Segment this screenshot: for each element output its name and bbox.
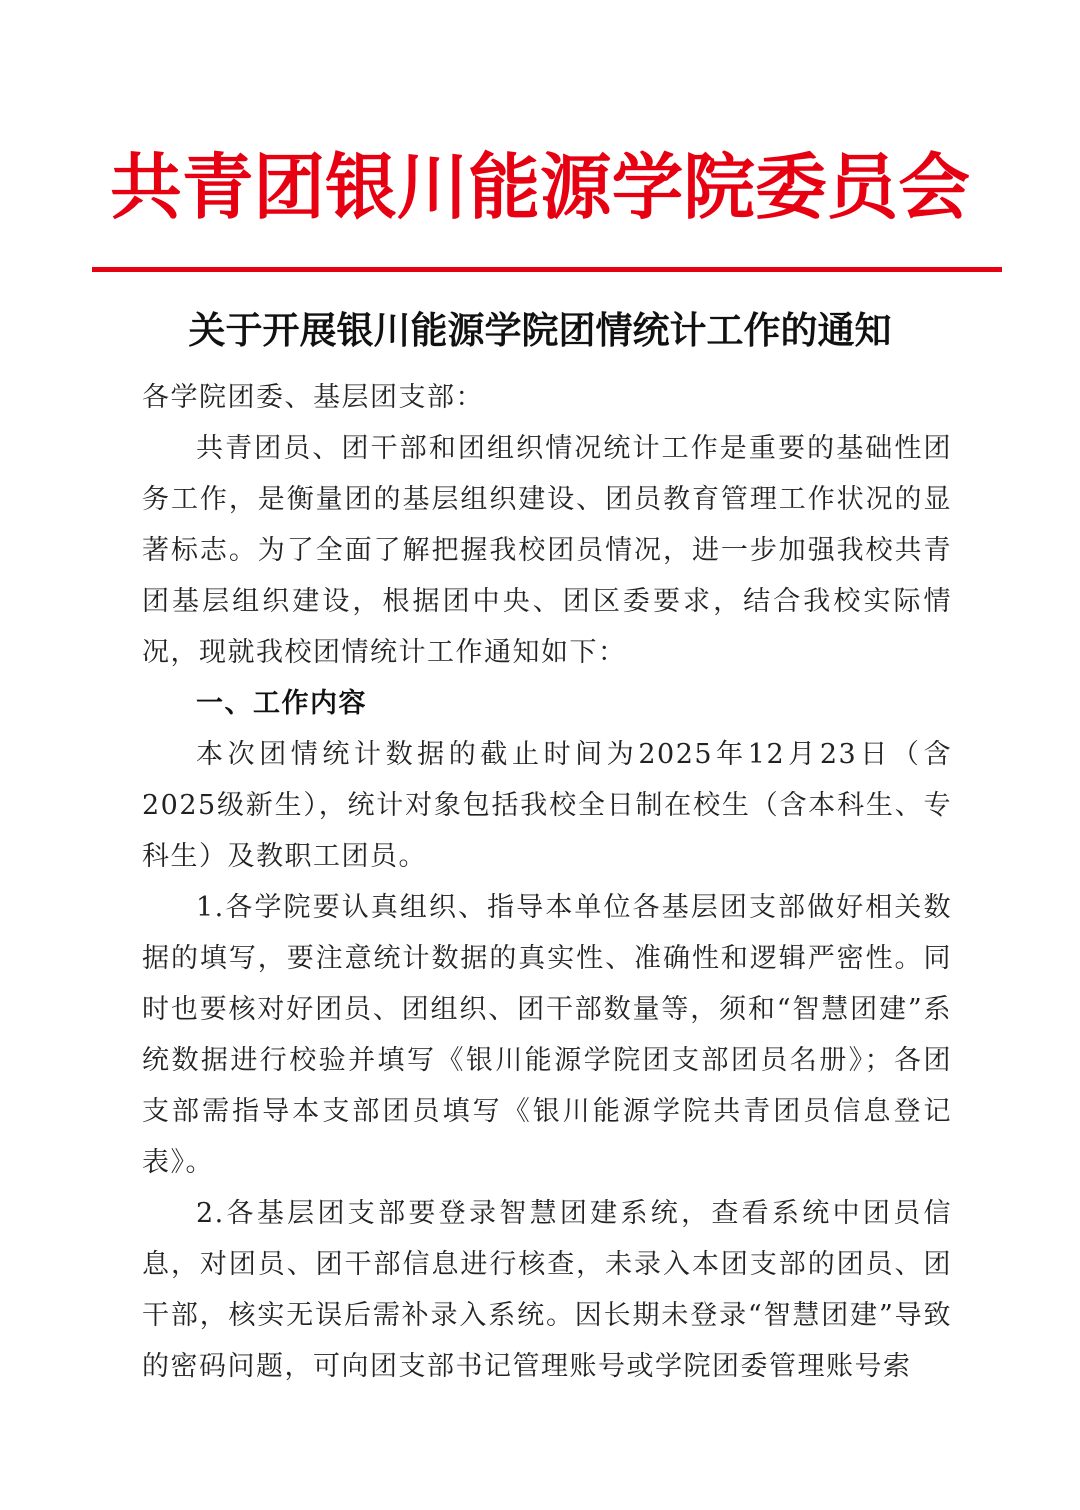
document-title: 关于开展银川能源学院团情统计工作的通知: [188, 308, 892, 352]
salutation: 各学院团委、基层团支部：: [142, 382, 484, 413]
document-body: [142, 372, 952, 1392]
red-divider-line: [92, 267, 1002, 272]
list-item-2: 2.各基层团支部要登录智慧团建系统，查看系统中团员信息，对团员、团干部信息进行核查，未录入本团支部的团员、团干部，核实无误后需补录入系统。因长期未登录“智慧团建”导致的密码问题，可向团支部书记管理账号或学院团委管理账号索: [142, 1198, 952, 1382]
masthead-title: 共青团银川能源学院委员会: [110, 145, 970, 229]
list-item-1: 1.各学院要认真组织、指导本单位各基层团支部做好相关数据的填写，要注意统计数据的真实性、准确性和逻辑严密性。同时也要核对好团员、团组织、团干部数量等，须和“智慧团建”系统数据进行校验并填写《银川能源学院团支部团员名册》；各团支部需指导本支部团员填写《银川能源学院共青团员信息登记表》。: [142, 892, 952, 1178]
intro-paragraph: 共青团员、团干部和团组织情况统计工作是重要的基础性团务工作，是衡量团的基层组织建设、团员教育管理工作状况的显著标志。为了全面了解把握我校团员情况，进一步加强我校共青团基层组织建设，根据团中央、团区委要求，结合我校实际情况，现就我校团情统计工作通知如下：: [142, 433, 952, 668]
section-heading-work-content: 一、工作内容: [196, 688, 367, 719]
section-paragraph: 本次团情统计数据的截止时间为2025年12月23日（含2025级新生），统计对象包括我校全日制在校生（含本科生、专科生）及教职工团员。: [142, 739, 952, 872]
